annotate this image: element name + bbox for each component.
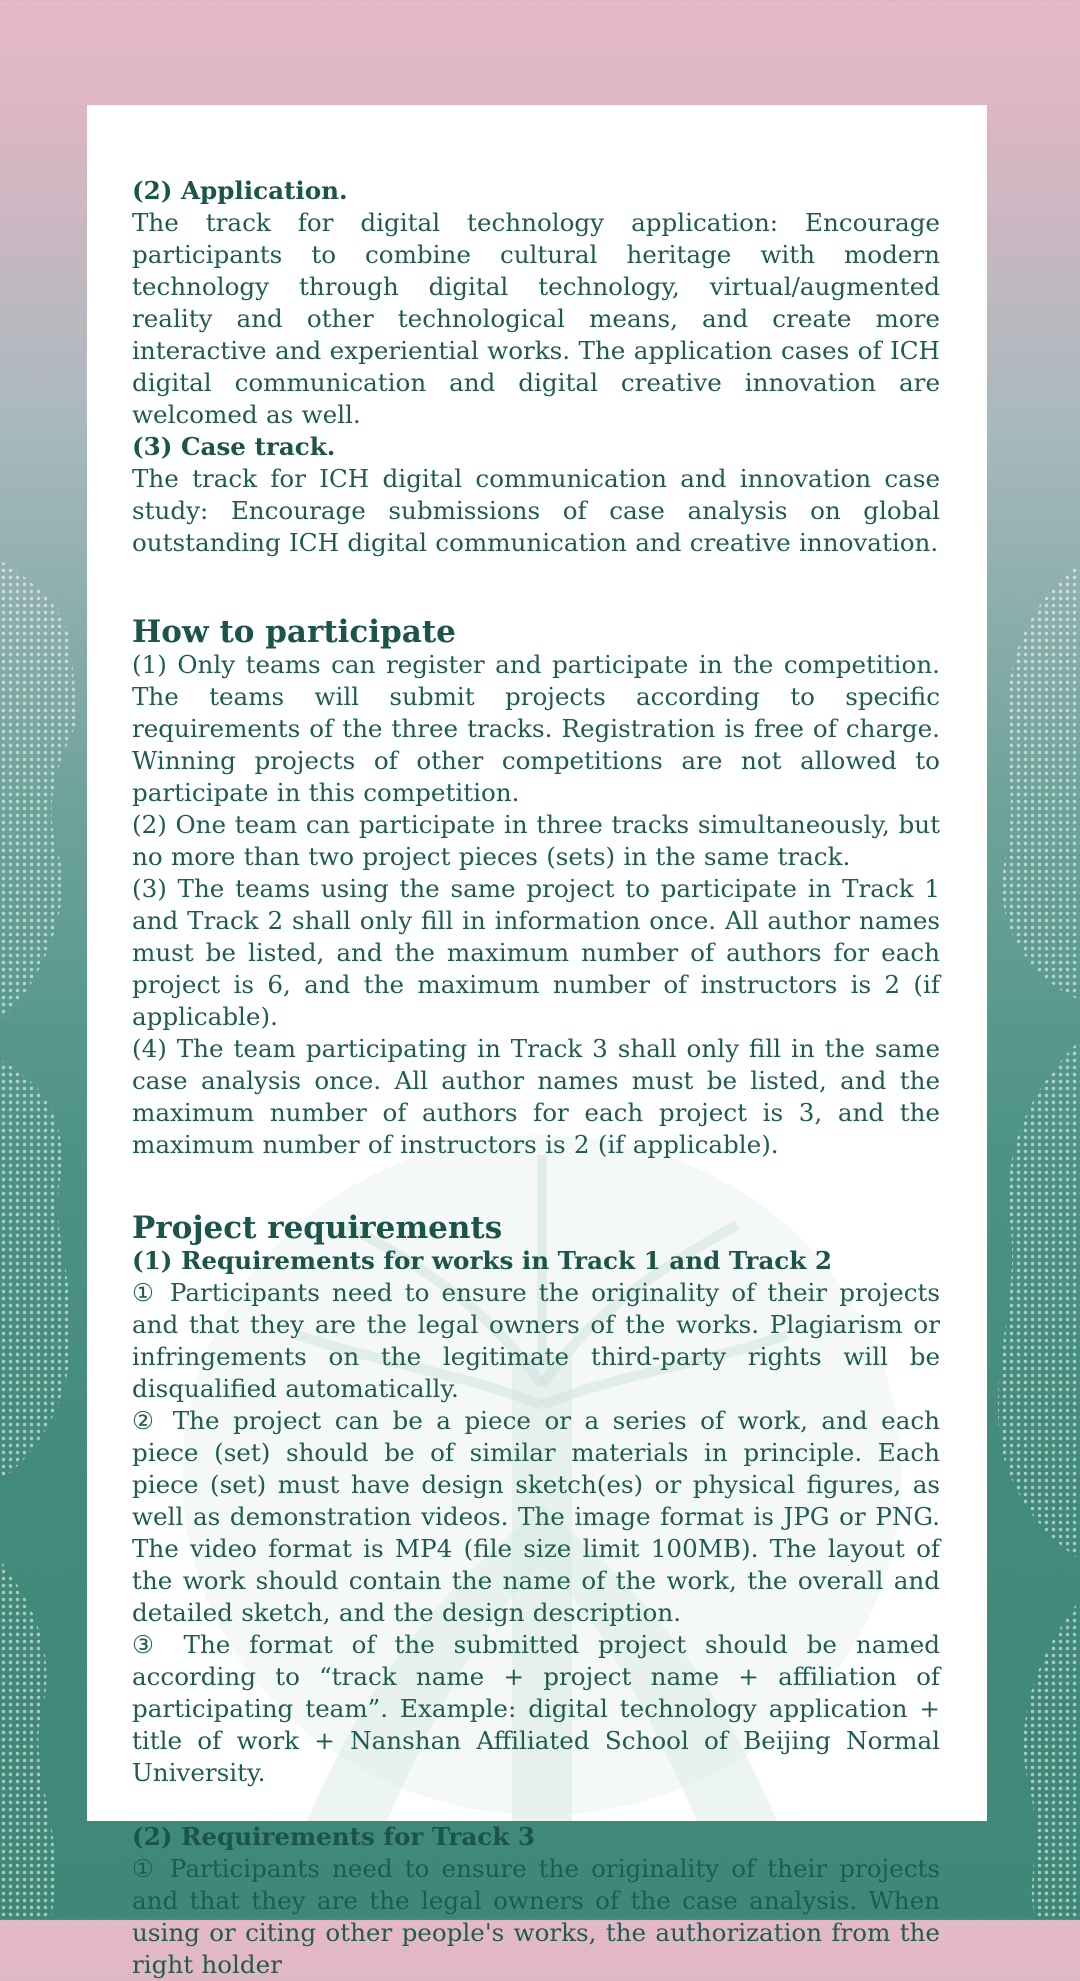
- participate-item-2: (2) One team can participate in three tracks simultaneously, but no more than two project pieces (sets) in the same track.: [132, 810, 940, 871]
- document-content: [132, 175, 940, 1981]
- how-to-participate-title: How to participate: [132, 614, 456, 650]
- track12-requirement-2: ② The project can be a piece or a series of work, and each piece (set) should be of similar materials in principle. Each piece (set) must have design sketch(es) or physical figures, as well as demonstration videos. The image format is JPG or PNG. The video format is MP4 (file size limit 100MB). The layout of the work should contain the name of the work, the overall and detailed sketch, and the design description.: [132, 1406, 940, 1627]
- participate-item-1: (1) Only teams can register and participate in the competition. The teams will submit projects according to specific requirements of the three tracks. Registration is free of charge. Winning projects of other competitions are not allowed to participate in this competition.: [132, 650, 940, 807]
- project-requirements-title: Project requirements: [132, 1210, 503, 1246]
- participate-item-4: (4) The team participating in Track 3 shall only fill in the same case analysis once. All author names must be listed, and the maximum number of authors for each project is 3, and the maximum number of instructors is 2 (if applicable).: [132, 1034, 940, 1159]
- track12-requirement-1: ① Participants need to ensure the originality of their projects and that they are the legal owners of the works. Plagiarism or infringements on the legitimate third-party rights will be disqualified automatically.: [132, 1278, 940, 1403]
- case-track-heading: (3) Case track.: [132, 432, 336, 461]
- track3-requirement-1: ① Participants need to ensure the originality of their projects and that they are the legal owners of the case analysis. When using or citing other people's works, the authorization from the right holder: [132, 1854, 940, 1979]
- track12-requirement-3: ③ The format of the submitted project should be named according to “track name + project name + affiliation of participating team”. Example: digital technology application + title of work + Nanshan Affiliated School of Beijing Normal University.: [132, 1630, 940, 1787]
- track12-requirements-heading: (1) Requirements for works in Track 1 and Track 2: [132, 1246, 832, 1275]
- case-track-text: The track for ICH digital communication and innovation case study: Encourage submissions of case analysis on global outstanding ICH digital communication and creative innovation.: [132, 464, 940, 557]
- content-card: [87, 105, 987, 1979]
- application-heading: (2) Application.: [132, 176, 348, 205]
- track3-requirements-heading: (2) Requirements for Track 3: [132, 1822, 535, 1851]
- application-text: The track for digital technology application: Encourage participants to combine cultural heritage with modern technology through digital technology, virtual/augmented reality and other technological means, and create more interactive and experiential works. The application cases of ICH digital communication and digital creative innovation are welcomed as well.: [132, 208, 940, 429]
- participate-item-3: (3) The teams using the same project to participate in Track 1 and Track 2 shall only fill in information once. All author names must be listed, and the maximum number of authors for each project is 6, and the maximum number of instructors is 2 (if applicable).: [132, 874, 940, 1031]
